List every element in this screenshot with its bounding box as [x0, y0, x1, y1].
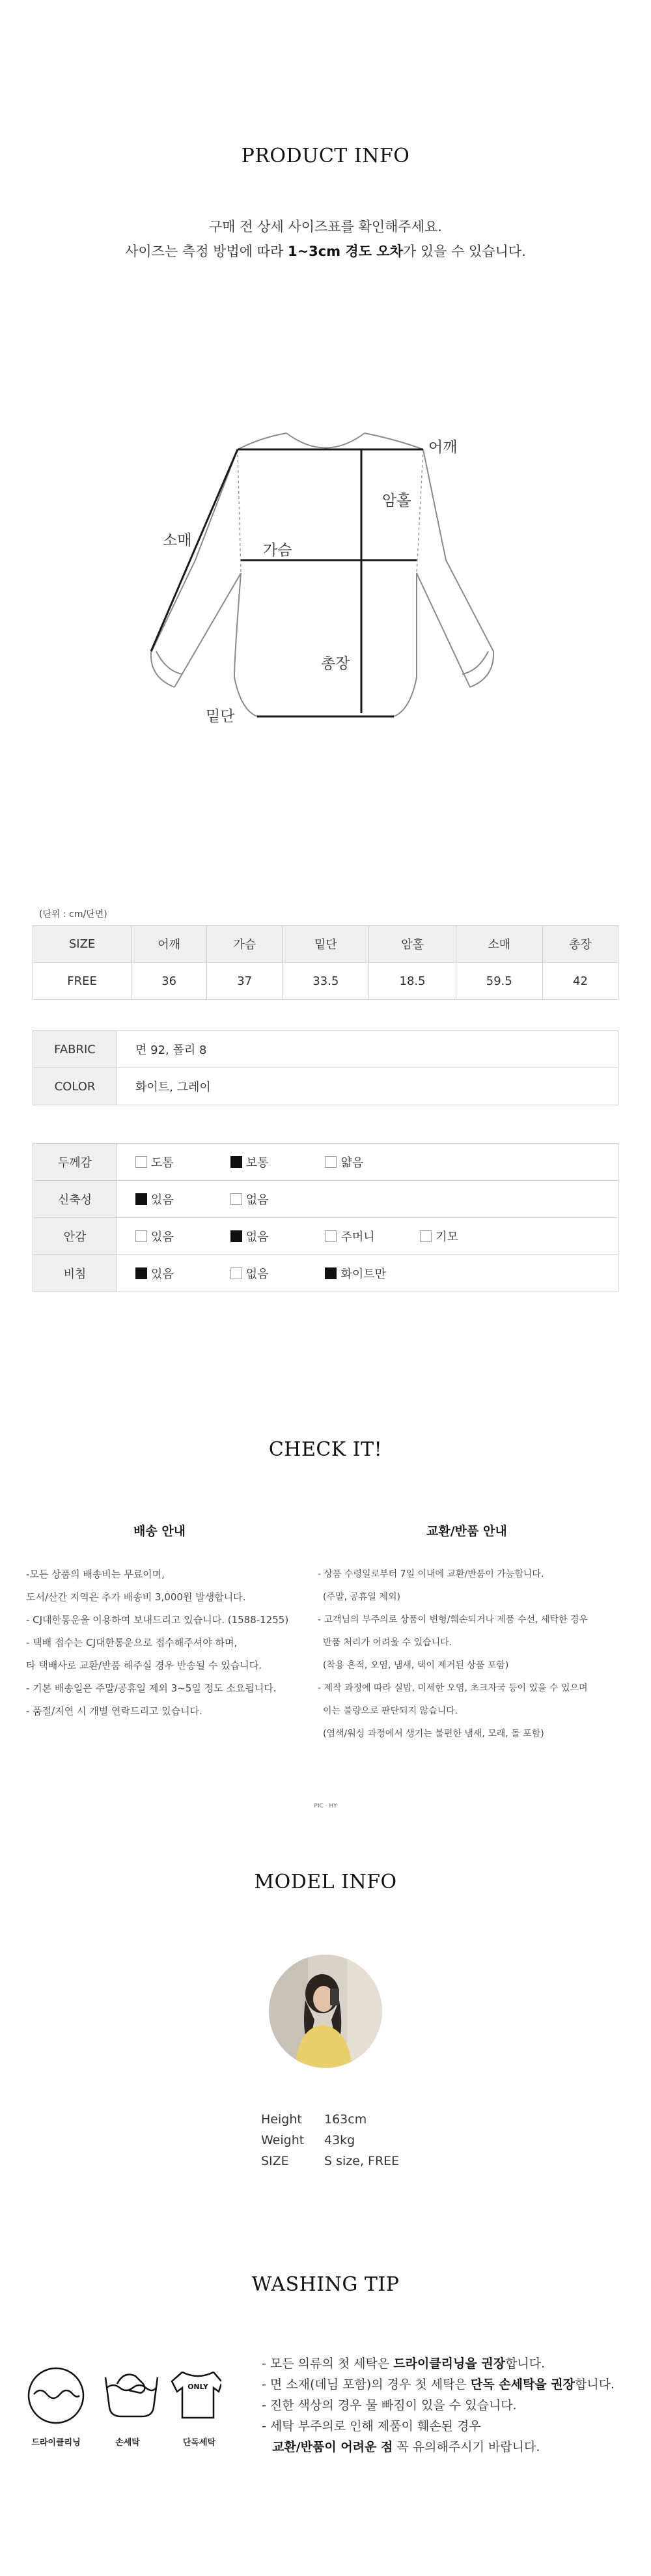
size-cell: 18.5: [369, 963, 456, 1000]
hand-wash-icon: [105, 2375, 158, 2416]
checkbox-checked-icon: [230, 1156, 242, 1168]
option-item: 얇음: [325, 1154, 416, 1170]
size-cell: 37: [207, 963, 283, 1000]
small-mark: PIC · HY: [314, 1803, 337, 1809]
washing-notes: [262, 2353, 646, 2457]
label-length: 총장: [321, 655, 350, 672]
unit-note: (단위 : cm/단면): [39, 909, 107, 920]
shipping-line: - 품절/지연 시 개별 연락드리고 있습니다.: [26, 1705, 202, 1717]
feature-label: 신축성: [33, 1181, 117, 1218]
checkbox-icon: [135, 1230, 147, 1242]
size-header-cell: SIZE: [33, 926, 132, 963]
color-value: 화이트, 그레이: [117, 1068, 618, 1105]
fabric-table: [33, 1030, 618, 1105]
exchange-line: 반품 처리가 어려울 수 있습니다.: [323, 1637, 452, 1648]
intro-line-2: 사이즈는 측정 방법에 따라 1~3cm 경도 오차가 있을 수 있습니다.: [125, 244, 526, 259]
weight-label: Weight: [261, 2133, 305, 2147]
wash-line-2: - 면 소재(데님 포함)의 경우 첫 세탁은 단독 손세탁을 권장합니다.: [262, 2377, 615, 2392]
option-item: 없음: [230, 1265, 322, 1282]
checkbox-checked-icon: [135, 1193, 147, 1205]
dry-clean-icon: [29, 2368, 83, 2423]
fabric-label: FABRIC: [33, 1031, 117, 1068]
model-avatar: [269, 1955, 382, 2068]
option-item: 주머니: [325, 1228, 416, 1245]
checkbox-icon: [135, 1156, 147, 1168]
size-cell: 59.5: [456, 963, 542, 1000]
shipping-line: - 택배 접수는 CJ대한통운으로 접수해주셔야 하며,: [26, 1637, 238, 1649]
label-shoulder: 어깨: [428, 439, 458, 456]
feature-row-sheer: [33, 1255, 618, 1292]
checkbox-icon: [230, 1267, 242, 1279]
feature-label: 안감: [33, 1218, 117, 1255]
size-table: [33, 925, 618, 1000]
checkbox-icon: [325, 1156, 337, 1168]
size-header-cell: 소매: [456, 926, 542, 963]
exchange-line: - 상품 수령일로부터 7일 이내에 교환/반품이 가능합니다.: [318, 1569, 544, 1579]
shipping-line: -모든 상품의 배송비는 무료이며,: [26, 1568, 165, 1580]
checkbox-checked-icon: [135, 1267, 147, 1279]
size-cell: FREE: [33, 963, 132, 1000]
size-header-cell: 어깨: [132, 926, 207, 963]
option-item: 보통: [230, 1154, 322, 1170]
product-info-title: PRODUCT INFO: [241, 145, 410, 167]
size-header-cell: 밑단: [283, 926, 369, 963]
model-info-title: MODEL INFO: [254, 1871, 397, 1893]
feature-table: [33, 1143, 618, 1292]
color-row: [33, 1068, 618, 1105]
label-armhole: 암홀: [382, 492, 411, 509]
wash-line-3: - 진한 색상의 경우 물 빠짐이 있을 수 있습니다.: [262, 2398, 517, 2413]
shipping-line: 타 택배사로 교환/반품 해주실 경우 반송될 수 있습니다.: [26, 1660, 262, 1671]
intro-line-1: 구매 전 상세 사이즈표를 확인해주세요.: [209, 219, 442, 234]
feature-options: [117, 1181, 618, 1218]
weight-value: 43kg: [324, 2133, 355, 2147]
label-chest: 가슴: [263, 542, 292, 559]
label-hem: 밑단: [206, 708, 235, 725]
height-value: 163cm: [324, 2112, 367, 2127]
shipping-line: - 기본 배송일은 주말/공휴일 제외 3~5일 정도 소요됩니다.: [26, 1682, 277, 1694]
exchange-title: 교환/반품 안내: [426, 1524, 507, 1538]
feature-options: [117, 1255, 618, 1292]
option-item: 있음: [135, 1191, 227, 1208]
intro-text: [0, 214, 651, 264]
checkbox-icon: [325, 1230, 337, 1242]
dry-clean-label: 드라이클리닝: [31, 2438, 81, 2448]
size-cell: 36: [132, 963, 207, 1000]
feature-options: [117, 1218, 618, 1255]
checkbox-checked-icon: [230, 1230, 242, 1242]
option-item: 도톰: [135, 1154, 227, 1170]
shipping-notes: [26, 1563, 312, 1723]
size-cell: 42: [542, 963, 618, 1000]
feature-label: 두께감: [33, 1144, 117, 1181]
size-table-row: [33, 963, 618, 1000]
washing-icons: [26, 2364, 221, 2429]
size-header-cell: 가슴: [207, 926, 283, 963]
checkbox-checked-icon: [325, 1267, 337, 1279]
checkbox-icon: [230, 1193, 242, 1205]
height-label: Height: [261, 2112, 302, 2127]
size-table-header-row: [33, 926, 618, 963]
wash-line-4: - 세탁 부주의로 인해 제품이 훼손된 경우: [262, 2419, 481, 2433]
exchange-line: (주말, 공휴일 제외): [323, 1592, 400, 1602]
shipping-line: - CJ대한통운을 이용하여 보내드리고 있습니다. (1588-1255): [26, 1614, 289, 1626]
feature-label: 비침: [33, 1255, 117, 1292]
check-it-title: CHECK IT!: [268, 1438, 383, 1461]
fabric-row: [33, 1031, 618, 1068]
option-item: 없음: [230, 1228, 322, 1245]
garment-diagram: [0, 384, 651, 736]
feature-row-lining: [33, 1218, 618, 1255]
option-item: 없음: [230, 1191, 322, 1208]
option-item: 있음: [135, 1265, 227, 1282]
exchange-line: - 고객님의 부주의로 상품이 변형/훼손되거나 제품 수선, 세탁한 경우: [318, 1615, 588, 1625]
hand-wash-label: 손세탁: [115, 2438, 140, 2448]
feature-options: [117, 1144, 618, 1181]
exchange-line: - 제작 과정에 따라 실밥, 미세한 오염, 초크자국 등이 있을 수 있으며: [318, 1683, 588, 1693]
size-cell: 33.5: [283, 963, 369, 1000]
option-item: 있음: [135, 1228, 227, 1245]
size-value: S size, FREE: [324, 2154, 400, 2168]
wash-line-5: 교환/반품이 어려운 점 꼭 유의해주시기 바랍니다.: [272, 2440, 540, 2454]
option-item: 기모: [420, 1228, 511, 1245]
fabric-value: 면 92, 폴리 8: [117, 1031, 618, 1068]
option-item: 화이트만: [325, 1265, 416, 1282]
exchange-notes: [318, 1563, 643, 1746]
shipping-title: 배송 안내: [133, 1524, 186, 1538]
checkbox-icon: [420, 1230, 432, 1242]
size-header-cell: 암홀: [369, 926, 456, 963]
shipping-line: 도서/산간 지역은 추가 배송비 3,000원 발생합니다.: [26, 1591, 246, 1603]
washing-tip-title: WASHING TIP: [251, 2273, 400, 2296]
feature-row-thickness: [33, 1144, 618, 1181]
only-badge-text: ONLY: [187, 2383, 208, 2391]
wash-line-1: - 모든 의류의 첫 세탁은 드라이클리닝을 권장합니다.: [262, 2357, 546, 2371]
wash-only-label: 단독세탁: [182, 2438, 216, 2448]
size-label: SIZE: [261, 2154, 289, 2168]
wash-only-icon: [172, 2372, 221, 2418]
exchange-line: (염색/워싱 과정에서 생기는 불편한 냄새, 모래, 돌 포함): [323, 1729, 544, 1739]
feature-row-stretch: [33, 1181, 618, 1218]
label-sleeve: 소매: [163, 532, 192, 549]
size-header-cell: 총장: [542, 926, 618, 963]
color-label: COLOR: [33, 1068, 117, 1105]
exchange-line: (착용 흔적, 오염, 냄새, 택이 제거된 상품 포함): [323, 1660, 509, 1671]
exchange-line: 이는 불량으로 판단되지 않습니다.: [323, 1706, 458, 1716]
